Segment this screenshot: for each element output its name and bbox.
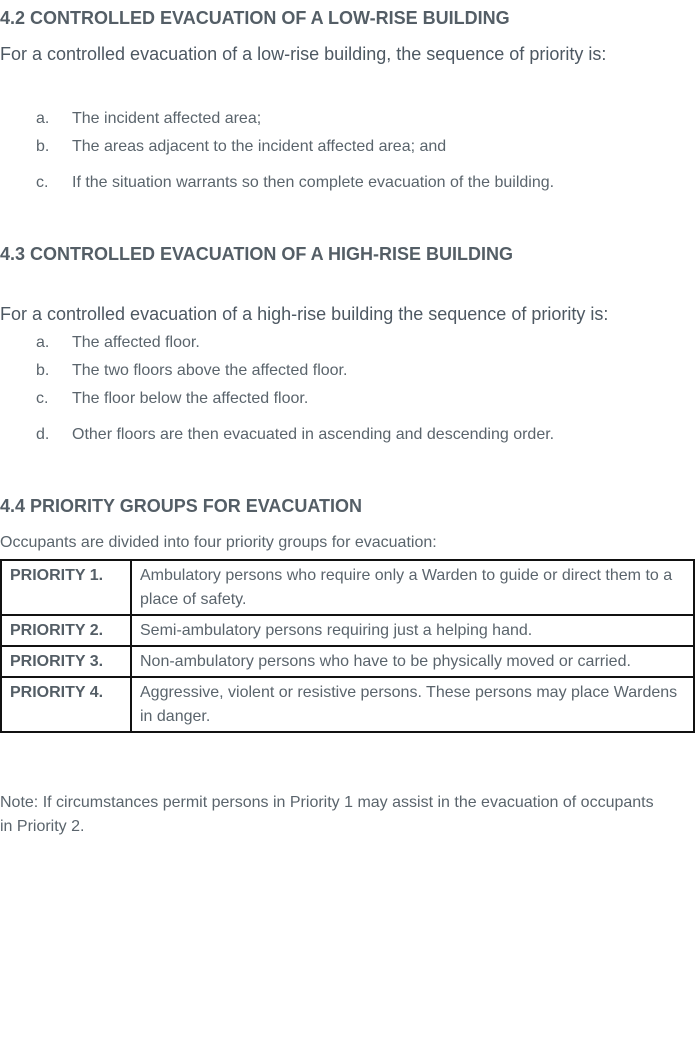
list-marker: c. [36,390,49,407]
priority-label: PRIORITY 2. [1,615,131,646]
priority-label: PRIORITY 3. [1,646,131,677]
list-item-text: The areas adjacent to the incident affected area; and [72,138,447,155]
table-row [1,615,694,646]
section-4-2-heading: 4.2 CONTROLLED EVACUATION OF A LOW-RISE BUILDING [0,8,510,28]
section-4-3-heading: 4.3 CONTROLLED EVACUATION OF A HIGH-RISE BUILDING [0,244,514,264]
priority-description: Non-ambulatory persons who have to be physically moved or carried. [131,646,694,677]
list-marker: a. [36,334,50,351]
table-row [1,560,694,615]
section-4-4-intro: Occupants are divided into four priority groups for evacuation: [0,534,437,551]
list-item-text: Other floors are then evacuated in ascending and descending order. [72,426,555,443]
priority-description: Semi-ambulatory persons requiring just a helping hand. [131,615,694,646]
list-item-text: The incident affected area; [72,110,262,127]
section-4-4-heading: 4.4 PRIORITY GROUPS FOR EVACUATION [0,496,363,516]
priority-groups-table [0,559,695,733]
priority-description: Aggressive, violent or resistive persons. These persons may place Wardens in danger. [131,677,694,732]
list-item-text: The floor below the affected floor. [72,390,309,407]
priority-description: Ambulatory persons who require only a Warden to guide or direct them to a place of safety. [131,560,694,615]
section-4-3-intro: For a controlled evacuation of a high-rise building the sequence of priority is: [0,304,609,324]
list-marker: b. [36,138,50,155]
list-marker: a. [36,110,50,127]
evacuation-note: Note: If circumstances permit persons in Priority 1 may assist in the evacuation of occupants in Priority 2. [0,794,654,835]
list-item-text: The two floors above the affected floor. [72,362,348,379]
list-marker: c. [36,174,49,191]
priority-label: PRIORITY 4. [1,677,131,732]
priority-label: PRIORITY 1. [1,560,131,615]
table-row [1,646,694,677]
section-4-2-intro: For a controlled evacuation of a low-rise building, the sequence of priority is: [0,44,607,64]
list-marker: b. [36,362,50,379]
list-item-text: If the situation warrants so then complete evacuation of the building. [72,174,555,191]
list-marker: d. [36,426,50,443]
table-row [1,677,694,732]
list-item-text: The affected floor. [72,334,200,351]
